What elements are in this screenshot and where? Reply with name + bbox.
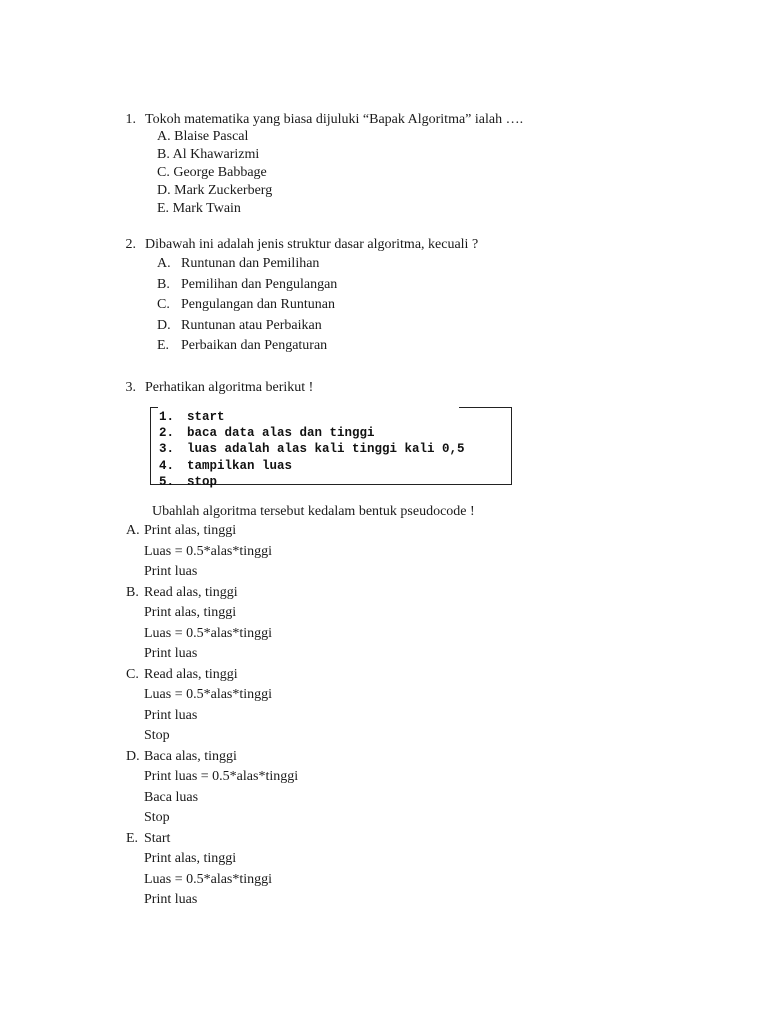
answer-line-text: Print alas, tinggi <box>144 523 237 538</box>
option-text: Al Khawarizmi <box>172 147 260 162</box>
answer-line-text: Print luas <box>144 564 198 579</box>
answer-line <box>126 789 298 810</box>
option-text: Perbaikan dan Pengaturan <box>181 338 328 353</box>
question-text: Perhatikan algoritma berikut ! <box>145 380 314 395</box>
answer-line-text: Start <box>144 830 171 846</box>
answer-line-text: Read alas, tinggi <box>144 584 238 600</box>
answer-line-text: Stop <box>144 728 170 743</box>
answer-block <box>126 584 298 666</box>
answer-line <box>126 625 298 646</box>
algorithm-code-lines <box>159 409 465 490</box>
answer-line-text: Baca luas <box>144 789 199 805</box>
option-item <box>157 128 272 146</box>
answer-line <box>126 645 298 666</box>
answer-line-text: Print alas, tinggi <box>144 605 237 620</box>
answer-line <box>126 850 298 871</box>
code-box-top-border-left <box>151 407 158 408</box>
option-letter: D. <box>157 183 171 198</box>
option-item <box>157 296 337 317</box>
question-number: 3. <box>125 380 136 395</box>
option-letter: C. <box>157 165 170 180</box>
answer-line <box>126 768 298 789</box>
option-item <box>157 182 272 200</box>
answer-line-text: Luas = 0.5*alas*tinggi <box>144 687 273 702</box>
answer-letter: C. <box>126 666 139 682</box>
code-line <box>159 458 465 474</box>
answer-line <box>126 748 298 769</box>
code-line-number: 4. <box>159 458 175 473</box>
code-line <box>159 441 465 457</box>
code-line-text: luas adalah alas kali tinggi kali 0,5 <box>187 442 465 457</box>
option-item <box>157 164 272 182</box>
option-item <box>157 200 272 218</box>
answer-letter: E. <box>126 830 139 846</box>
question-number: 1. <box>125 112 136 127</box>
code-line <box>159 409 465 425</box>
code-line-text: start <box>187 410 225 424</box>
code-line <box>159 474 465 490</box>
question-1 <box>114 111 523 129</box>
option-text: Blaise Pascal <box>174 129 249 144</box>
answer-line <box>126 604 298 625</box>
option-letter: E. <box>157 338 170 353</box>
question-text: Tokoh matematika yang biasa dijuluki “Bapak Algoritma” ialah …. <box>145 112 524 127</box>
answer-line <box>126 707 298 728</box>
question-number: 2. <box>125 237 136 252</box>
algorithm-code-box <box>150 407 512 489</box>
instruction-text: Ubahlah algoritma tersebut kedalam bentuk pseudocode ! <box>152 504 475 519</box>
answer-block <box>126 666 298 748</box>
option-text: Runtunan dan Pemilihan <box>181 256 320 271</box>
answer-block <box>126 830 298 912</box>
option-text: George Babbage <box>173 165 267 180</box>
answer-line <box>126 871 298 892</box>
answer-letter: A. <box>126 523 140 538</box>
code-line-text: baca data alas dan tinggi <box>187 426 375 441</box>
answer-line <box>126 584 298 605</box>
answer-line <box>126 686 298 707</box>
question-2-options <box>157 255 337 358</box>
answer-line-text: Read alas, tinggi <box>144 666 238 682</box>
option-item <box>157 276 337 297</box>
answer-line-text: Print luas <box>144 646 198 661</box>
answer-letter: D. <box>126 748 140 764</box>
option-item <box>157 337 337 358</box>
answer-line <box>126 727 298 748</box>
option-text: Mark Twain <box>172 201 241 216</box>
code-box-top-border-right <box>459 407 511 408</box>
answer-line <box>126 522 298 543</box>
answer-block <box>126 748 298 830</box>
question-1-options <box>157 128 272 218</box>
answer-line <box>126 809 298 830</box>
option-letter: D. <box>157 317 171 333</box>
question-text: Dibawah ini adalah jenis struktur dasar algoritma, kecuali ? <box>145 237 479 252</box>
code-line-number: 5. <box>159 474 175 489</box>
code-line-number: 1. <box>159 410 175 424</box>
code-line-text: stop <box>187 474 218 489</box>
option-letter: C. <box>157 297 170 312</box>
answer-line-text: Print luas <box>144 892 198 907</box>
option-text: Pengulangan dan Runtunan <box>181 297 335 312</box>
answer-line <box>126 891 298 912</box>
answer-line <box>126 666 298 687</box>
option-text: Mark Zuckerberg <box>174 183 273 198</box>
option-letter: B. <box>157 147 170 162</box>
option-item <box>157 146 272 164</box>
answer-choices <box>126 522 298 912</box>
answer-block <box>126 522 298 584</box>
answer-line-text: Luas = 0.5*alas*tinggi <box>144 543 273 559</box>
answer-line-text: Print luas = 0.5*alas*tinggi <box>144 769 299 784</box>
answer-line-text: Print alas, tinggi <box>144 851 237 866</box>
answer-line-text: Print luas <box>144 707 198 723</box>
option-text: Pemilihan dan Pengulangan <box>181 276 338 292</box>
question-2 <box>114 236 478 254</box>
answer-line <box>126 543 298 564</box>
answer-line-text: Baca alas, tinggi <box>144 748 237 764</box>
answer-letter: B. <box>126 584 139 600</box>
answer-line <box>126 563 298 584</box>
code-line-number: 2. <box>159 426 175 441</box>
code-line-text: tampilkan luas <box>187 458 293 473</box>
option-letter: A. <box>157 129 171 144</box>
question-3 <box>114 379 313 397</box>
option-item <box>157 317 337 338</box>
option-letter: A. <box>157 256 171 271</box>
option-item <box>157 255 337 276</box>
option-text: Runtunan atau Perbaikan <box>181 317 322 333</box>
answer-line <box>126 830 298 851</box>
code-line-number: 3. <box>159 442 175 457</box>
code-line <box>159 425 465 441</box>
answer-line-text: Stop <box>144 810 170 825</box>
answer-line-text: Luas = 0.5*alas*tinggi <box>144 871 273 887</box>
option-letter: B. <box>157 276 170 292</box>
option-letter: E. <box>157 201 170 216</box>
answer-line-text: Luas = 0.5*alas*tinggi <box>144 625 273 641</box>
